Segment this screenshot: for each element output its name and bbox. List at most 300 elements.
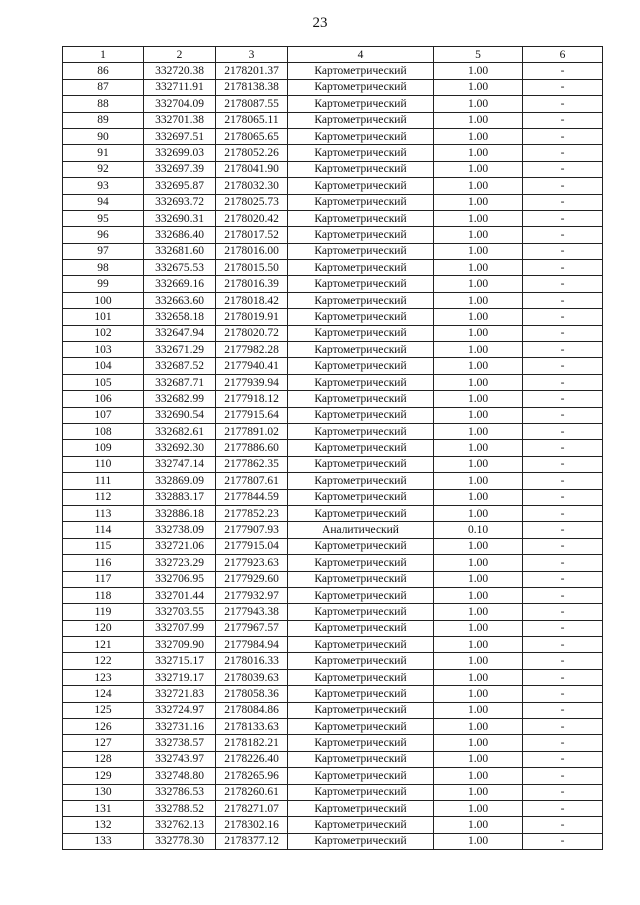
- cell-y-coordinate: 2178017.52: [216, 227, 288, 243]
- cell-description: -: [523, 440, 603, 456]
- cell-method: Картометрический: [288, 751, 434, 767]
- cell-y-coordinate: 2177915.04: [216, 538, 288, 554]
- cell-method: Картометрический: [288, 407, 434, 423]
- cell-description: -: [523, 112, 603, 128]
- cell-description: -: [523, 686, 603, 702]
- table-row: [63, 342, 603, 358]
- cell-x-coordinate: 332788.52: [144, 800, 216, 816]
- table-row: [63, 800, 603, 816]
- cell-method: Картометрический: [288, 260, 434, 276]
- cell-accuracy: 1.00: [434, 800, 523, 816]
- cell-description: -: [523, 702, 603, 718]
- table-row: [63, 243, 603, 259]
- coordinates-table: [62, 46, 603, 850]
- cell-accuracy: 1.00: [434, 63, 523, 79]
- cell-y-coordinate: 2178020.42: [216, 210, 288, 226]
- header-row: [63, 47, 603, 63]
- table-row: [63, 79, 603, 95]
- cell-description: -: [523, 735, 603, 751]
- cell-x-coordinate: 332682.99: [144, 391, 216, 407]
- cell-y-coordinate: 2178020.72: [216, 325, 288, 341]
- table-row: [63, 571, 603, 587]
- column-header-point-number: 1: [63, 47, 144, 63]
- cell-y-coordinate: 2178201.37: [216, 63, 288, 79]
- cell-method: Картометрический: [288, 243, 434, 259]
- cell-y-coordinate: 2177807.61: [216, 473, 288, 489]
- cell-point-number: 114: [63, 522, 144, 538]
- cell-x-coordinate: 332699.03: [144, 145, 216, 161]
- cell-accuracy: 1.00: [434, 587, 523, 603]
- cell-description: -: [523, 637, 603, 653]
- cell-y-coordinate: 2178133.63: [216, 719, 288, 735]
- table-row: [63, 669, 603, 685]
- cell-x-coordinate: 332715.17: [144, 653, 216, 669]
- column-header-x-coordinate: 2: [144, 47, 216, 63]
- table-row: [63, 555, 603, 571]
- cell-point-number: 132: [63, 817, 144, 833]
- cell-description: -: [523, 96, 603, 112]
- cell-accuracy: 1.00: [434, 423, 523, 439]
- cell-y-coordinate: 2177984.94: [216, 637, 288, 653]
- cell-point-number: 118: [63, 587, 144, 603]
- cell-method: Картометрический: [288, 227, 434, 243]
- cell-y-coordinate: 2178016.00: [216, 243, 288, 259]
- cell-method: Картометрический: [288, 604, 434, 620]
- cell-description: -: [523, 719, 603, 735]
- cell-method: Картометрический: [288, 309, 434, 325]
- cell-method: Картометрический: [288, 194, 434, 210]
- cell-y-coordinate: 2178226.40: [216, 751, 288, 767]
- cell-y-coordinate: 2178138.38: [216, 79, 288, 95]
- cell-method: Картометрический: [288, 145, 434, 161]
- cell-point-number: 130: [63, 784, 144, 800]
- cell-point-number: 113: [63, 505, 144, 521]
- cell-method: Картометрический: [288, 538, 434, 554]
- table-row: [63, 686, 603, 702]
- cell-method: Картометрический: [288, 178, 434, 194]
- cell-y-coordinate: 2177943.38: [216, 604, 288, 620]
- cell-x-coordinate: 332693.72: [144, 194, 216, 210]
- cell-x-coordinate: 332687.52: [144, 358, 216, 374]
- cell-description: -: [523, 145, 603, 161]
- cell-method: Картометрический: [288, 342, 434, 358]
- cell-description: -: [523, 128, 603, 144]
- cell-point-number: 108: [63, 423, 144, 439]
- cell-x-coordinate: 332647.94: [144, 325, 216, 341]
- cell-accuracy: 1.00: [434, 292, 523, 308]
- cell-point-number: 129: [63, 768, 144, 784]
- cell-y-coordinate: 2178087.55: [216, 96, 288, 112]
- cell-accuracy: 1.00: [434, 210, 523, 226]
- cell-method: Картометрический: [288, 440, 434, 456]
- cell-y-coordinate: 2177923.63: [216, 555, 288, 571]
- cell-method: Картометрический: [288, 620, 434, 636]
- cell-description: -: [523, 227, 603, 243]
- cell-description: -: [523, 276, 603, 292]
- cell-description: -: [523, 407, 603, 423]
- cell-description: -: [523, 505, 603, 521]
- cell-point-number: 116: [63, 555, 144, 571]
- cell-method: Картометрический: [288, 505, 434, 521]
- cell-description: -: [523, 374, 603, 390]
- cell-accuracy: 1.00: [434, 128, 523, 144]
- cell-method: Картометрический: [288, 784, 434, 800]
- cell-point-number: 102: [63, 325, 144, 341]
- cell-y-coordinate: 2177891.02: [216, 423, 288, 439]
- cell-x-coordinate: 332681.60: [144, 243, 216, 259]
- cell-description: -: [523, 768, 603, 784]
- cell-accuracy: 1.00: [434, 653, 523, 669]
- cell-accuracy: 1.00: [434, 702, 523, 718]
- cell-description: -: [523, 391, 603, 407]
- table-row: [63, 96, 603, 112]
- cell-x-coordinate: 332669.16: [144, 276, 216, 292]
- cell-x-coordinate: 332706.95: [144, 571, 216, 587]
- cell-accuracy: 1.00: [434, 768, 523, 784]
- table-row: [63, 194, 603, 210]
- cell-method: Картометрический: [288, 587, 434, 603]
- table-row: [63, 637, 603, 653]
- cell-x-coordinate: 332690.31: [144, 210, 216, 226]
- cell-point-number: 112: [63, 489, 144, 505]
- cell-point-number: 92: [63, 161, 144, 177]
- cell-method: Картометрический: [288, 702, 434, 718]
- cell-accuracy: 1.00: [434, 112, 523, 128]
- cell-method: Картометрический: [288, 358, 434, 374]
- cell-description: -: [523, 833, 603, 849]
- cell-description: -: [523, 423, 603, 439]
- table-row: [63, 276, 603, 292]
- cell-x-coordinate: 332738.57: [144, 735, 216, 751]
- cell-description: -: [523, 800, 603, 816]
- cell-method: Картометрический: [288, 686, 434, 702]
- cell-point-number: 133: [63, 833, 144, 849]
- cell-method: Картометрический: [288, 735, 434, 751]
- cell-point-number: 117: [63, 571, 144, 587]
- cell-point-number: 98: [63, 260, 144, 276]
- cell-x-coordinate: 332686.40: [144, 227, 216, 243]
- cell-y-coordinate: 2178065.11: [216, 112, 288, 128]
- table-row: [63, 784, 603, 800]
- cell-x-coordinate: 332723.29: [144, 555, 216, 571]
- cell-method: Картометрический: [288, 817, 434, 833]
- cell-y-coordinate: 2178265.96: [216, 768, 288, 784]
- cell-point-number: 109: [63, 440, 144, 456]
- cell-accuracy: 1.00: [434, 96, 523, 112]
- cell-y-coordinate: 2177907.93: [216, 522, 288, 538]
- table-row: [63, 522, 603, 538]
- cell-accuracy: 1.00: [434, 260, 523, 276]
- cell-method: Картометрический: [288, 112, 434, 128]
- cell-accuracy: 1.00: [434, 669, 523, 685]
- cell-point-number: 111: [63, 473, 144, 489]
- cell-x-coordinate: 332695.87: [144, 178, 216, 194]
- cell-method: Картометрический: [288, 456, 434, 472]
- cell-method: Картометрический: [288, 653, 434, 669]
- cell-accuracy: 1.00: [434, 571, 523, 587]
- cell-x-coordinate: 332721.06: [144, 538, 216, 554]
- page-number: 23: [312, 15, 328, 31]
- cell-accuracy: 1.00: [434, 407, 523, 423]
- table-body: [63, 63, 603, 850]
- cell-point-number: 121: [63, 637, 144, 653]
- cell-accuracy: 1.00: [434, 817, 523, 833]
- cell-y-coordinate: 2177940.41: [216, 358, 288, 374]
- cell-y-coordinate: 2178084.86: [216, 702, 288, 718]
- cell-method: Картометрический: [288, 276, 434, 292]
- cell-x-coordinate: 332747.14: [144, 456, 216, 472]
- cell-point-number: 95: [63, 210, 144, 226]
- cell-y-coordinate: 2178016.33: [216, 653, 288, 669]
- cell-y-coordinate: 2178182.21: [216, 735, 288, 751]
- cell-y-coordinate: 2177862.35: [216, 456, 288, 472]
- cell-x-coordinate: 332697.39: [144, 161, 216, 177]
- cell-point-number: 124: [63, 686, 144, 702]
- table-row: [63, 309, 603, 325]
- cell-y-coordinate: 2177932.97: [216, 587, 288, 603]
- cell-point-number: 100: [63, 292, 144, 308]
- cell-point-number: 105: [63, 374, 144, 390]
- cell-accuracy: 1.00: [434, 473, 523, 489]
- cell-accuracy: 1.00: [434, 538, 523, 554]
- cell-description: -: [523, 342, 603, 358]
- cell-x-coordinate: 332675.53: [144, 260, 216, 276]
- cell-point-number: 103: [63, 342, 144, 358]
- cell-y-coordinate: 2177886.60: [216, 440, 288, 456]
- cell-y-coordinate: 2177929.60: [216, 571, 288, 587]
- table-row: [63, 161, 603, 177]
- cell-description: -: [523, 571, 603, 587]
- cell-method: Картометрический: [288, 489, 434, 505]
- cell-x-coordinate: 332731.16: [144, 719, 216, 735]
- cell-y-coordinate: 2178041.90: [216, 161, 288, 177]
- cell-x-coordinate: 332883.17: [144, 489, 216, 505]
- cell-x-coordinate: 332762.13: [144, 817, 216, 833]
- cell-description: -: [523, 456, 603, 472]
- cell-x-coordinate: 332869.09: [144, 473, 216, 489]
- cell-description: -: [523, 817, 603, 833]
- cell-point-number: 101: [63, 309, 144, 325]
- cell-x-coordinate: 332687.71: [144, 374, 216, 390]
- cell-accuracy: 1.00: [434, 194, 523, 210]
- cell-method: Картометрический: [288, 571, 434, 587]
- cell-description: -: [523, 587, 603, 603]
- cell-point-number: 96: [63, 227, 144, 243]
- cell-method: Картометрический: [288, 669, 434, 685]
- cell-accuracy: 1.00: [434, 391, 523, 407]
- cell-x-coordinate: 332720.38: [144, 63, 216, 79]
- cell-x-coordinate: 332711.91: [144, 79, 216, 95]
- cell-point-number: 107: [63, 407, 144, 423]
- cell-method: Картометрический: [288, 800, 434, 816]
- cell-accuracy: 1.00: [434, 227, 523, 243]
- cell-point-number: 87: [63, 79, 144, 95]
- cell-x-coordinate: 332719.17: [144, 669, 216, 685]
- cell-description: -: [523, 653, 603, 669]
- cell-accuracy: 0.10: [434, 522, 523, 538]
- cell-accuracy: 1.00: [434, 686, 523, 702]
- cell-accuracy: 1.00: [434, 342, 523, 358]
- cell-y-coordinate: 2178302.16: [216, 817, 288, 833]
- cell-description: -: [523, 243, 603, 259]
- cell-description: -: [523, 79, 603, 95]
- cell-method: Картометрический: [288, 374, 434, 390]
- table-row: [63, 260, 603, 276]
- cell-description: -: [523, 604, 603, 620]
- cell-method: Аналитический: [288, 522, 434, 538]
- cell-description: -: [523, 161, 603, 177]
- table-row: [63, 128, 603, 144]
- cell-method: Картометрический: [288, 473, 434, 489]
- cell-x-coordinate: 332682.61: [144, 423, 216, 439]
- cell-y-coordinate: 2177844.59: [216, 489, 288, 505]
- cell-x-coordinate: 332692.30: [144, 440, 216, 456]
- table-header: [63, 47, 603, 63]
- cell-y-coordinate: 2178052.26: [216, 145, 288, 161]
- cell-method: Картометрический: [288, 161, 434, 177]
- cell-accuracy: 1.00: [434, 833, 523, 849]
- cell-description: -: [523, 309, 603, 325]
- cell-method: Картометрический: [288, 325, 434, 341]
- cell-point-number: 128: [63, 751, 144, 767]
- cell-method: Картометрический: [288, 719, 434, 735]
- cell-point-number: 99: [63, 276, 144, 292]
- cell-accuracy: 1.00: [434, 145, 523, 161]
- cell-accuracy: 1.00: [434, 79, 523, 95]
- cell-y-coordinate: 2177967.57: [216, 620, 288, 636]
- cell-x-coordinate: 332690.54: [144, 407, 216, 423]
- cell-point-number: 119: [63, 604, 144, 620]
- cell-description: -: [523, 194, 603, 210]
- cell-method: Картометрический: [288, 391, 434, 407]
- cell-x-coordinate: 332703.55: [144, 604, 216, 620]
- cell-accuracy: 1.00: [434, 309, 523, 325]
- cell-point-number: 110: [63, 456, 144, 472]
- cell-x-coordinate: 332724.97: [144, 702, 216, 718]
- cell-point-number: 86: [63, 63, 144, 79]
- cell-point-number: 122: [63, 653, 144, 669]
- table-row: [63, 292, 603, 308]
- cell-method: Картометрический: [288, 637, 434, 653]
- table-row: [63, 702, 603, 718]
- cell-point-number: 106: [63, 391, 144, 407]
- cell-point-number: 127: [63, 735, 144, 751]
- cell-method: Картометрический: [288, 128, 434, 144]
- cell-point-number: 123: [63, 669, 144, 685]
- table-row: [63, 620, 603, 636]
- table-row: [63, 768, 603, 784]
- cell-point-number: 120: [63, 620, 144, 636]
- cell-description: -: [523, 555, 603, 571]
- cell-description: -: [523, 292, 603, 308]
- table-row: [63, 145, 603, 161]
- cell-accuracy: 1.00: [434, 604, 523, 620]
- cell-method: Картометрический: [288, 768, 434, 784]
- cell-description: -: [523, 473, 603, 489]
- cell-point-number: 93: [63, 178, 144, 194]
- cell-description: -: [523, 325, 603, 341]
- cell-accuracy: 1.00: [434, 620, 523, 636]
- cell-x-coordinate: 332743.97: [144, 751, 216, 767]
- cell-y-coordinate: 2178025.73: [216, 194, 288, 210]
- cell-accuracy: 1.00: [434, 784, 523, 800]
- cell-accuracy: 1.00: [434, 489, 523, 505]
- table-row: [63, 489, 603, 505]
- cell-x-coordinate: 332697.51: [144, 128, 216, 144]
- cell-method: Картометрический: [288, 79, 434, 95]
- cell-x-coordinate: 332738.09: [144, 522, 216, 538]
- table-row: [63, 653, 603, 669]
- cell-point-number: 126: [63, 719, 144, 735]
- cell-description: -: [523, 260, 603, 276]
- cell-description: -: [523, 522, 603, 538]
- cell-y-coordinate: 2178032.30: [216, 178, 288, 194]
- cell-x-coordinate: 332701.38: [144, 112, 216, 128]
- cell-x-coordinate: 332778.30: [144, 833, 216, 849]
- table-row: [63, 391, 603, 407]
- cell-x-coordinate: 332786.53: [144, 784, 216, 800]
- cell-x-coordinate: 332658.18: [144, 309, 216, 325]
- cell-description: -: [523, 669, 603, 685]
- column-header-description: 6: [523, 47, 603, 63]
- cell-y-coordinate: 2178039.63: [216, 669, 288, 685]
- table-row: [63, 423, 603, 439]
- cell-y-coordinate: 2178015.50: [216, 260, 288, 276]
- table-row: [63, 751, 603, 767]
- cell-point-number: 97: [63, 243, 144, 259]
- column-header-method: 4: [288, 47, 434, 63]
- cell-x-coordinate: 332707.99: [144, 620, 216, 636]
- cell-description: -: [523, 489, 603, 505]
- table-row: [63, 407, 603, 423]
- cell-x-coordinate: 332748.80: [144, 768, 216, 784]
- cell-description: -: [523, 751, 603, 767]
- cell-method: Картометрический: [288, 423, 434, 439]
- column-header-y-coordinate: 3: [216, 47, 288, 63]
- cell-y-coordinate: 2178016.39: [216, 276, 288, 292]
- cell-point-number: 131: [63, 800, 144, 816]
- column-header-accuracy: 5: [434, 47, 523, 63]
- cell-point-number: 94: [63, 194, 144, 210]
- cell-x-coordinate: 332663.60: [144, 292, 216, 308]
- cell-y-coordinate: 2177918.12: [216, 391, 288, 407]
- cell-method: Картометрический: [288, 96, 434, 112]
- cell-description: -: [523, 63, 603, 79]
- cell-accuracy: 1.00: [434, 325, 523, 341]
- cell-x-coordinate: 332704.09: [144, 96, 216, 112]
- table-row: [63, 473, 603, 489]
- table-row: [63, 358, 603, 374]
- cell-accuracy: 1.00: [434, 358, 523, 374]
- cell-accuracy: 1.00: [434, 178, 523, 194]
- table-row: [63, 817, 603, 833]
- cell-description: -: [523, 538, 603, 554]
- table-row: [63, 456, 603, 472]
- table-row: [63, 833, 603, 849]
- cell-description: -: [523, 358, 603, 374]
- cell-point-number: 91: [63, 145, 144, 161]
- table-row: [63, 735, 603, 751]
- table-row: [63, 112, 603, 128]
- cell-method: Картометрический: [288, 63, 434, 79]
- cell-y-coordinate: 2178065.65: [216, 128, 288, 144]
- table-row: [63, 719, 603, 735]
- table-row: [63, 178, 603, 194]
- cell-y-coordinate: 2178271.07: [216, 800, 288, 816]
- cell-method: Картометрический: [288, 555, 434, 571]
- cell-y-coordinate: 2177982.28: [216, 342, 288, 358]
- cell-point-number: 125: [63, 702, 144, 718]
